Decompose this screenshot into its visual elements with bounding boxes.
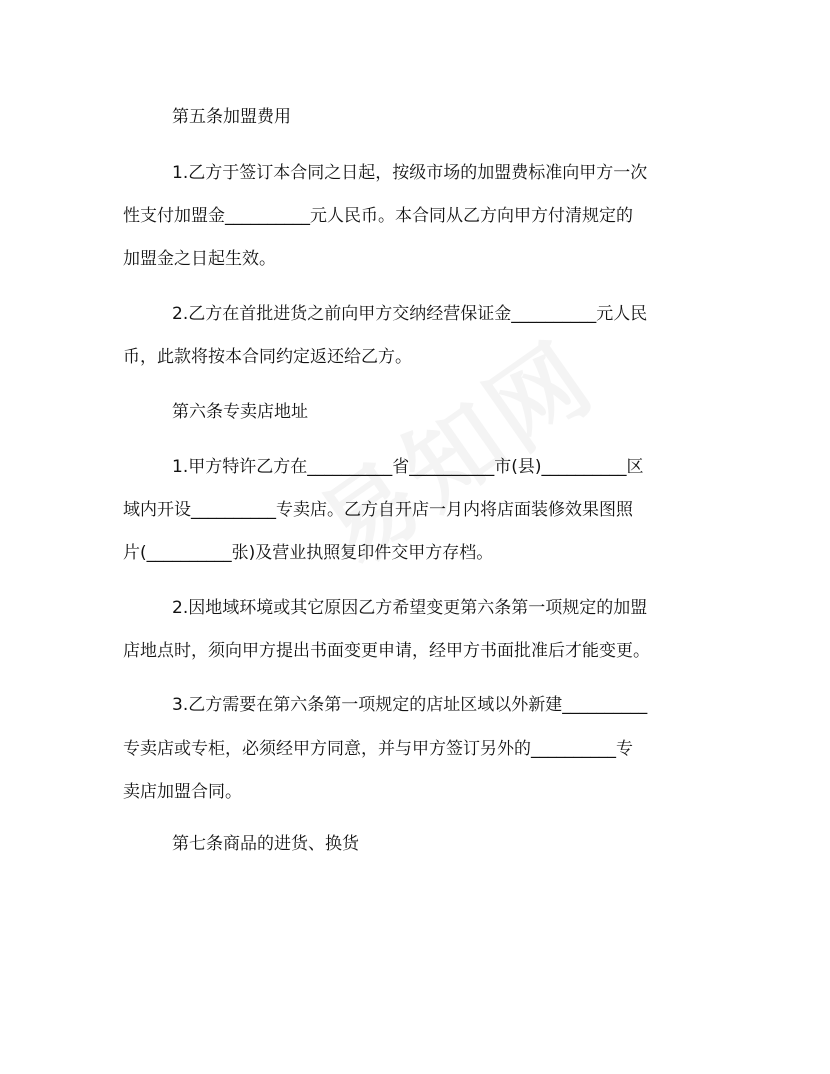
s6-p1-line3: 片(__________张)及营业执照复印件交甲方存档。 bbox=[123, 543, 494, 563]
section-6-heading: 第六条专卖店地址 bbox=[172, 402, 308, 422]
s6-p2-line1: 2.因地域环境或其它原因乙方希望变更第六条第一项规定的加盟 bbox=[172, 598, 648, 618]
s5-p1-line3: 加盟金之日起生效。 bbox=[123, 249, 276, 269]
s6-p1-line1: 1.甲方特许乙方在__________省__________市(县)__________区 bbox=[172, 457, 644, 477]
s6-p3-line2: 专卖店或专柜，必须经甲方同意，并与甲方签订另外的__________专 bbox=[123, 739, 633, 759]
s5-p1-line2: 性支付加盟金__________元人民币。本合同从乙方向甲方付清规定的 bbox=[123, 206, 633, 226]
s5-p2-line1: 2.乙方在首批进货之前向甲方交纳经营保证金__________元人民 bbox=[172, 304, 648, 324]
s6-p3-line1: 3.乙方需要在第六条第一项规定的店址区域以外新建__________ bbox=[172, 695, 648, 715]
section-7-heading: 第七条商品的进货、换货 bbox=[172, 834, 359, 854]
s6-p2-line2: 店地点时，须向甲方提出书面变更申请，经甲方书面批准后才能变更。 bbox=[123, 641, 650, 661]
s6-p1-line2: 域内开设__________专卖店。乙方自开店一月内将店面装修效果图照 bbox=[123, 500, 633, 520]
s6-p3-line3: 卖店加盟合同。 bbox=[123, 782, 242, 802]
s5-p2-line2: 币，此款将按本合同约定返还给乙方。 bbox=[123, 347, 412, 367]
section-5-heading: 第五条加盟费用 bbox=[172, 107, 291, 127]
s5-p1-line1: 1.乙方于签订本合同之日起，按级市场的加盟费标准向甲方一次 bbox=[172, 163, 648, 183]
